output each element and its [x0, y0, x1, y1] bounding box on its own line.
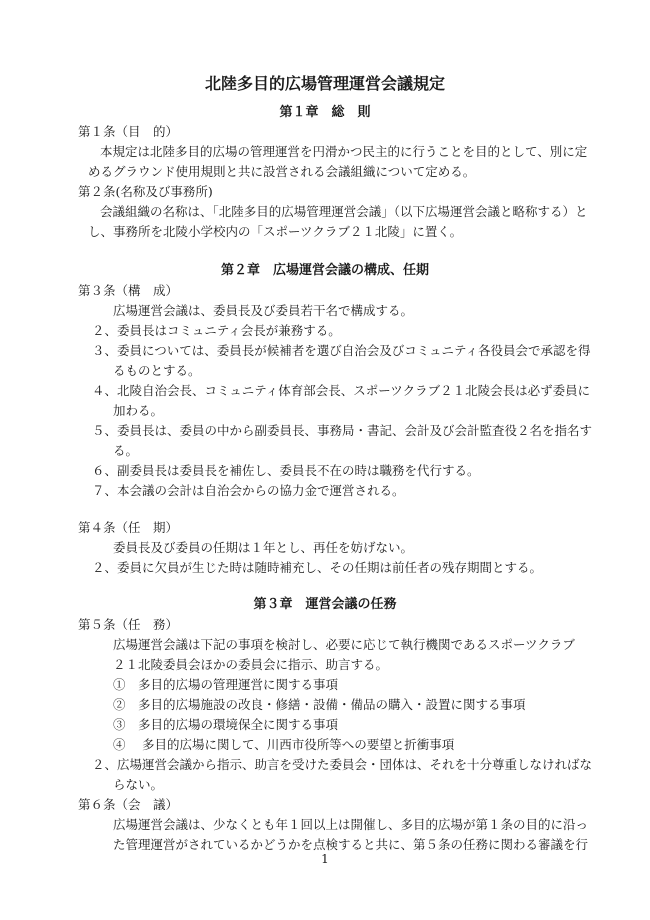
article-5-list-item: ② 多目的広場施設の改良・修繕・設備・備品の購入・設置に関する事項 — [113, 697, 526, 712]
article-1-text: めるグラウンド使用規則と共に設営される会議組織について定める。 — [88, 164, 476, 179]
article-5-text: ２、広場運営会議から指示、助言を受けた委員会・団体は、それを十分尊重しなければな — [92, 757, 593, 772]
article-3-heading: 第３条（構 成） — [78, 283, 179, 298]
article-3-text: るものとする。 — [113, 363, 201, 378]
article-6-text: た管理運営がされているかどうかを点検すると共に、第５条の任務に関わる審議を行 — [113, 837, 589, 852]
article-3-text: ２、委員長はコミュニティ会長が兼務する。 — [92, 323, 341, 338]
chapter-1-heading: 第１章 総 則 — [279, 105, 371, 120]
article-3-text: ３、委員については、委員長が候補者を選び自治会及びコミュニティ各役員会で承認を得 — [92, 343, 591, 358]
article-3-text: ４、北陵自治会長、コミュニティ体育部会長、スポーツクラブ２１北陵会長は必ず委員に — [92, 383, 591, 398]
article-5-text: ２１北陵委員会ほかの委員会に指示、助言する。 — [113, 657, 389, 672]
article-5-list-item: ④ 多目的広場に関して、川西市役所等への要望と折衝事項 — [113, 737, 455, 752]
article-1-text: 本規定は北陸多目的広場の管理運営を円滑かつ民主的に行うことを目的として、別に定 — [100, 144, 588, 159]
article-1-heading: 第１条（目 的） — [78, 124, 179, 139]
article-6-heading: 第６条（会 議） — [78, 797, 179, 812]
article-5-list-item: ③ 多目的広場の環境保全に関する事項 — [113, 717, 339, 732]
article-5-list-item: ① 多目的広場の管理運営に関する事項 — [113, 677, 339, 692]
article-3-text: ５、委員長は、委員の中から副委員長、事務局・書記、会計及び会計監査役２名を指名す — [92, 423, 593, 438]
article-3-text: る。 — [113, 443, 139, 458]
article-3-text: 広場運営会議は、委員長及び委員若干名で構成する。 — [113, 303, 414, 318]
article-6-text: 広場運営会議は、少なくとも年１回以上は開催し、多目的広場が第１条の目的に沿っ — [113, 817, 589, 832]
article-5-text: らない。 — [113, 777, 164, 792]
article-5-text: 広場運営会議は下記の事項を検討し、必要に応じて執行機関であるスポーツクラブ — [113, 637, 575, 652]
article-4-text: ２、委員に欠員が生じた時は随時補充し、その任期は前任者の残存期間とする。 — [92, 560, 543, 575]
article-4-heading: 第４条（任 期） — [78, 520, 179, 535]
page-number: 1 — [321, 852, 329, 866]
document-title: 北陸多目的広場管理運営会議規定 — [204, 74, 445, 93]
article-2-text: し、事務所を北陵小学校内の「スポーツクラブ２１北陵」に置く。 — [88, 224, 463, 239]
article-3-text: 加わる。 — [113, 403, 164, 418]
chapter-3-heading: 第３章 運営会議の任務 — [253, 597, 397, 612]
article-3-text: ６、副委員長は委員長を補佐し、委員長不在の時は職務を代行する。 — [92, 463, 480, 478]
chapter-2-heading: 第２章 広場運営会議の構成、任期 — [220, 263, 429, 278]
article-2-heading: 第２条(名称及び事務所) — [78, 184, 213, 199]
article-3-text: ７、本会議の会計は自治会からの協力金で運営される。 — [92, 483, 405, 498]
article-5-heading: 第５条（任 務） — [78, 617, 179, 632]
article-2-text: 会議組織の名称は、「北陸多目的広場管理運営会議」（以下広場運営会議と略称する）と — [100, 204, 588, 219]
article-4-text: 委員長及び委員の任期は１年とし、再任を妨げない。 — [113, 540, 414, 555]
